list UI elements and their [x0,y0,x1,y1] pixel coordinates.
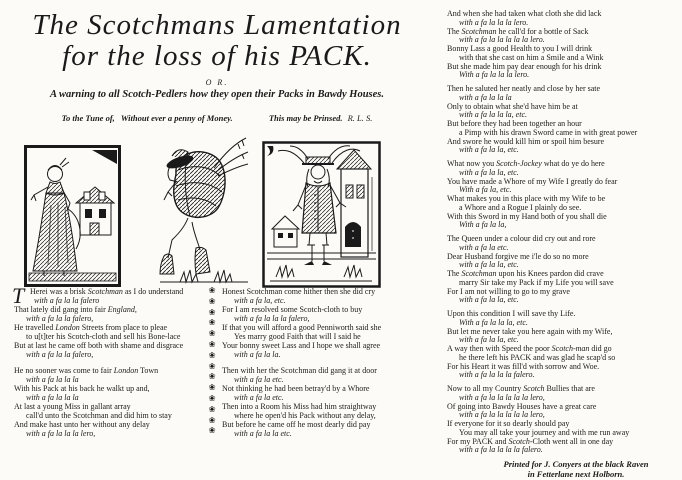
printer-flower-ornament: ❀ [208,360,216,371]
refrain-line: with a fa la la la, etc. [459,110,527,120]
verse-line: call'd unto the Scotchman and did him to stay [26,411,172,420]
refrain-line: with a fa la la la la la lero, [459,410,545,420]
printer-flower-ornament: ❀ [208,285,216,295]
stanza [447,85,679,155]
subtitle-prefix: A warning to all [49,89,123,100]
ground-lines [267,253,376,259]
woodcut-gallant-illustration [262,141,381,288]
verse-line: Honest Scotchman come hither then she did cry [222,287,376,296]
verse-line: And when she had taken what cloth she did lack [447,9,602,18]
subtitle-suffix: how they open their Packs in Bawdy Houses. [187,89,384,100]
verse-line: Of going into Bawdy Houses have a great care [447,401,597,411]
refrain-line: with a fa la la, etc. [459,260,519,270]
verse-line: a Pimp with his drawn Sword came in with great power [459,127,638,137]
verse-line: The Queen under a colour did cry out and rore [447,234,596,243]
refrain-line: with a fa la la. [234,350,281,359]
or-text: O R. [205,78,229,87]
verse-line: marry Sir take my Pack if my Life you will save [459,277,614,287]
stanza [447,385,679,455]
verse-line: Then he saluted her neatly and close by her sate [447,84,601,93]
ground-band [29,273,116,281]
printer-flower-ornament: ❀ [208,403,216,414]
refrain-line: with a fa la la, etc. [459,295,519,305]
subtitle [0,89,434,100]
woodcut-pedler-illustration [158,134,250,286]
verse-line: You may all take your journey and with me run away [459,427,630,437]
verse-line: The Scotchman he call'd for a bottle of Sack [447,26,589,36]
verse-line: And swore he would kill him or spoil him besure [447,136,605,146]
verse-line: Now to all my Country Scotch Bullies that are [447,384,595,393]
tower [337,150,372,257]
refrain-line: with a fa la la la [26,393,79,402]
tune-title: Without ever a penny of Money. [120,113,233,123]
verse-line: Bonny Lass a good Health to you I will drink [447,44,593,53]
corner-wedge [92,150,117,164]
tune-lead: To the Tune of, [61,113,115,123]
verse-column-middle [222,287,428,445]
refrain-line: With a fa la la la lero. [459,70,530,80]
verse-line: And make hast unto her without any delay [14,420,150,429]
refrain-line: with a fa la la la la falero. [459,445,543,455]
woman-figure [31,158,80,276]
refrain-line: with a fa la etc. [234,375,284,384]
ornament-column [204,285,220,436]
corner-ornament [267,146,273,156]
verse-line: With this Sword in my Hand both of you shall die [447,211,607,221]
refrain-line: with a fa la, etc. [234,296,286,305]
verse-line: He no sooner was come to fair London Town [14,366,159,375]
verse-line: If that you will afford a good Penniworth said she [222,323,382,332]
plants [270,265,372,281]
refrain-line: with a fa la la, etc. [459,335,519,345]
stanza [447,160,679,230]
printer-flower-ornament: ❀ [208,425,216,436]
licence-initials: R. L. S. [347,113,373,123]
verse-line: With his Pack at his back he walkt up and, [14,384,150,393]
verse-line: He travelled London Streets from place to pleae [14,323,168,332]
ballad-title-line2: for the loss of his PACK. [62,40,372,72]
printer-flower-ornament: ❀ [208,317,216,328]
tune-line [0,113,434,123]
refrain-line: with a fa la la la [459,92,512,102]
woodcut-woman-illustration [24,145,121,287]
verse-line: Herei was a brisk Scotchman as I do understand [30,287,184,296]
verse-line: a Whore and a Rogue I plainly do see. [459,202,582,212]
verse-line: The Scotchman upon his Knees pardon did crave [447,269,604,278]
verse-column-right [447,10,679,479]
refrain-line: with a fa la la, etc. [459,145,519,155]
licence-text: This may be Prinsed. [268,113,343,123]
verse-line: If everyone for it so dearly should pay [447,419,570,428]
verse-line: But she made him pay dear enough for his drink [447,61,602,71]
refrain-line: with a fa la la la falero, [234,314,310,323]
verse-line: For my PACK and Scotch-Cloth went all in one day [447,436,614,446]
refrain-line: With a fa la la la, etc. [459,317,528,327]
stanza [447,235,679,305]
printer-flower-ornament: ❀ [208,338,216,349]
house [76,187,114,235]
printer-flower-ornament: ❀ [208,392,216,403]
refrain-line: with a fa la la etc. [234,429,292,438]
refrain-line: with a fa la etc. [459,242,509,252]
verse-line: What makes you in this place with my Wife to be [447,194,606,203]
verse-line: he there left his PACK and was glad he scap'd so [459,352,616,362]
refrain-line: with a fa la etc. [234,393,284,402]
refrain-line: with a fa la la la la la lero. [459,35,545,45]
printer-flower-ornament: ❀ [208,328,216,339]
verse-line: But before they had been together an hour [447,119,582,128]
verse-line: Not thinking he had been betray'd by a Whore [222,384,370,393]
verse-line: That lately did gang into fair England, [14,305,137,314]
stanza [447,10,679,80]
verse-line: where he open'd his Pack without any delay, [234,411,376,420]
verse-line: Upon this condition I will save thy Life. [447,309,576,318]
refrain-line: with a fa la la la falero. [459,370,535,380]
stanza [12,283,204,359]
drop-cap: T [12,283,25,308]
refrain-line: with a fa la la falero, [26,350,94,359]
refrain-line: with a fa la la falero, [26,314,94,323]
stanza [447,310,679,380]
verse-line: For I am not willing to go to my grave [447,286,570,296]
verse-column-left [12,283,204,445]
verse-line: Yes marry good Faith that will I said he [234,332,361,341]
printer-flower-ornament: ❀ [208,414,216,425]
imprint-line2: in Fetterlane next Holborn. [527,468,625,479]
printer-flower-ornament: ❀ [208,371,216,382]
printer-flower-ornament: ❀ [208,295,216,306]
verse-line: But before he came off he most dearly did pay [222,420,371,429]
printer-flower-ornament: ❀ [208,306,216,317]
verse-line: Only to obtain what she'd have him be at [447,101,578,111]
verse-line: A way then with Speed the poor Scotch-man did go [447,344,612,353]
subtitle-emphasis: Scotch-Pedlers [122,89,188,100]
refrain-line: With a fa la, etc. [459,185,512,195]
refrain-line: with a fa la la falero [34,296,100,305]
verse-line: For his Heart it was fill'd with sorrow and Woe. [447,361,600,371]
verse-line: For I am resolved some Scotch-cloth to buy [222,305,363,314]
printer-flower-ornament: ❀ [208,382,216,393]
refrain-line: with a fa la la la la la lero, [459,392,545,402]
imprint [447,460,679,479]
ballad-title-line1: The Scotchmans Lamentation [32,9,402,41]
ballad-title [0,10,434,72]
printer-flower-ornament: ❀ [208,349,216,360]
verse-line: to u[t]ter his Scotch-cloth and sell his Bone-lace [26,332,181,341]
small-house [272,216,299,247]
verse-line: Your bonny sweet Lass and I hope we shall agree [222,341,381,350]
refrain-line: With a fa la la, [459,220,507,230]
stanza [222,366,428,438]
stanza [14,366,204,438]
verse-line: Then with her the Scotchman did gang it at door [222,366,377,375]
refrain-line: with a fa la la la [26,375,79,384]
verse-line: At last a young Miss in gallant array [14,402,131,411]
verse-line: But at last he came off both with shame and disgrace [14,341,184,350]
refrain-line: with a fa la la la lero. [459,17,529,27]
refrain-line: with a fa la la, etc. [459,167,519,177]
verse-line: with that she cast on him a Smile and a Wink [459,52,604,62]
refrain-line: with a fa la la la lero, [26,429,96,438]
imprint-line1: Printed for J. Conyers at the black Raven [503,459,649,469]
verse-line: But let me never take you here again with my Wife, [447,326,613,336]
verse-line: Then into a Room his Miss had him straightway [222,402,377,411]
verse-line: You have made a Whore of my Wife I greatly do fear [447,176,618,186]
verse-line: Dear Husband forgive me i'le do so no more [447,251,589,261]
verse-line: What now you Scotch-Jockey what do ye do here [447,159,605,168]
stanza [222,287,428,359]
